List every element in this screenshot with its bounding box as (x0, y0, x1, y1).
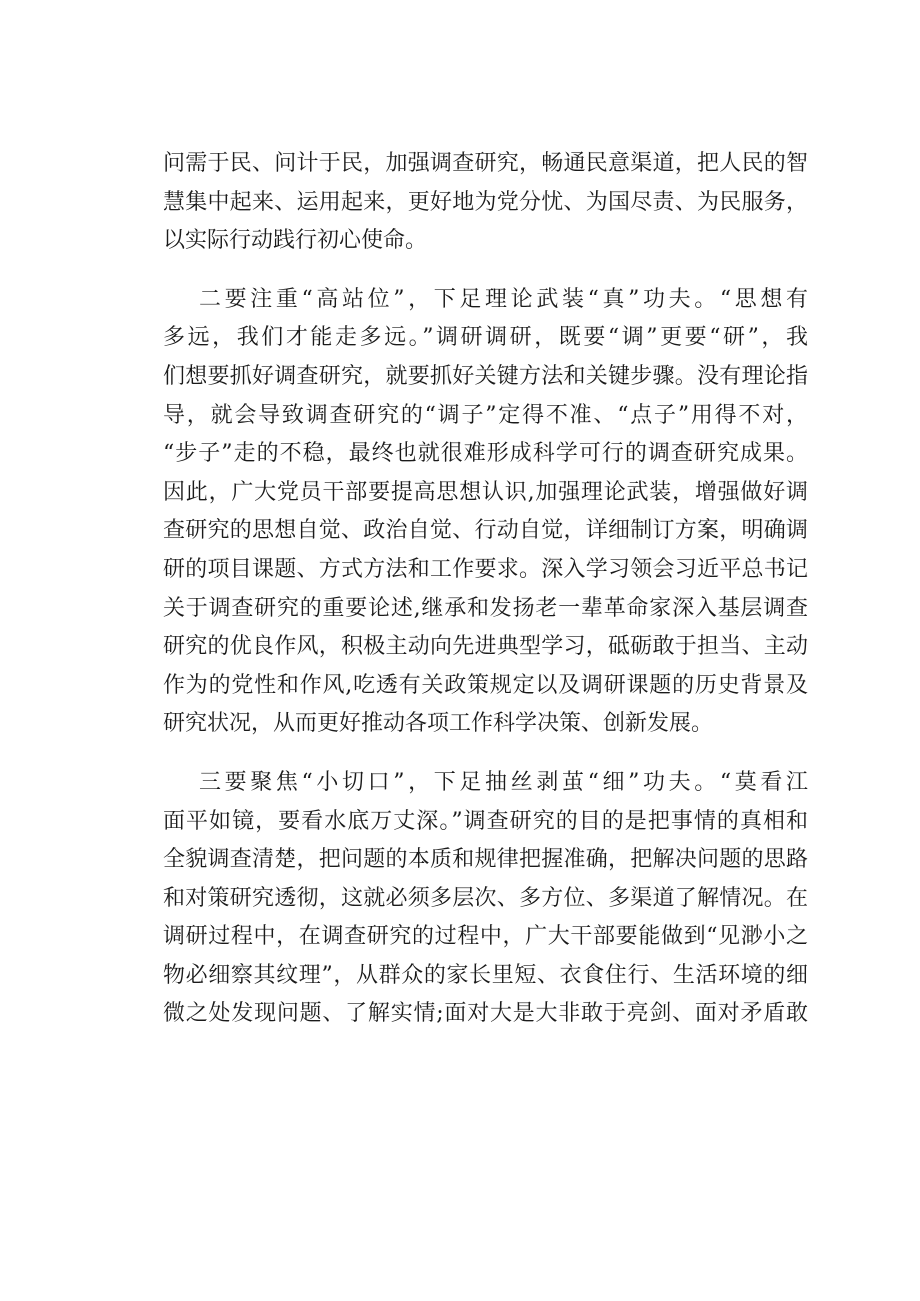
text-line: 慧集中起来、运用起来，更好地为党分忧、为国尽责、为民服务， (163, 189, 808, 215)
text-line: 因此，广大党员干部要提高思想认识,加强理论武装，增强做好调 (163, 479, 808, 505)
text-line: 微之处发现问题、了解实情;面对大是大非敢于亮剑、面对矛盾敢 (163, 1001, 808, 1027)
text-line: 和对策研究透彻，这就必须多层次、多方位、多渠道了解情况。在 (163, 885, 808, 911)
text-line: 调研过程中，在调查研究的过程中，广大干部要能做到“见渺小之 (163, 924, 808, 950)
text-line: 多远，我们才能走多远。”调研调研，既要“调”更要“研”，我 (163, 325, 808, 351)
paragraph-1 (163, 145, 808, 261)
text-line: 以实际行动践行初心使命。 (163, 228, 428, 254)
text-line: 们想要抓好调查研究，就要抓好关键方法和关键步骤。没有理论指 (163, 363, 808, 389)
paragraph-2 (163, 281, 808, 744)
text-line: 三要聚焦“小切口”，下足抽丝剥茧“细”功夫。“莫看江 (199, 769, 808, 795)
text-line: 查研究的思想自觉、政治自觉、行动自觉，详细制订方案，明确调 (163, 518, 808, 544)
text-line: 二要注重“高站位”，下足理论武装“真”功夫。“思想有 (199, 286, 808, 312)
text-line: 物必细察其纹理”，从群众的家长里短、衣食住行、生活环境的细 (163, 962, 808, 988)
text-line: 全貌调查清楚，把问题的本质和规律把握准确，把解决问题的思路 (163, 847, 808, 873)
text-line: 问需于民、问计于民，加强调查研究，畅通民意渠道，把人民的智 (163, 151, 808, 176)
text-line: 研的项目课题、方式方法和工作要求。深入学习领会习近平总书记 (163, 556, 808, 582)
document-body (163, 145, 808, 1054)
text-line: 关于调查研究的重要论述,继承和发扬老一辈革命家深入基层调查 (163, 595, 808, 621)
text-line: 导，就会导致调查研究的“调子”定得不准、“点子”用得不对， (163, 402, 808, 428)
text-line: 研究状况，从而更好推动各项工作科学决策、创新发展。 (163, 711, 714, 737)
text-line: “步子”走的不稳，最终也就很难形成科学可行的调查研究成果。 (163, 441, 808, 467)
paragraph-3 (163, 764, 808, 1034)
text-line: 研究的优良作风，积极主动向先进典型学习，砥砺敢于担当、主动 (163, 634, 808, 660)
text-line: 面平如镜，要看水底万丈深。”调查研究的目的是把事情的真相和 (163, 808, 808, 834)
text-line: 作为的党性和作风,吃透有关政策规定以及调研课题的历史背景及 (163, 672, 808, 698)
